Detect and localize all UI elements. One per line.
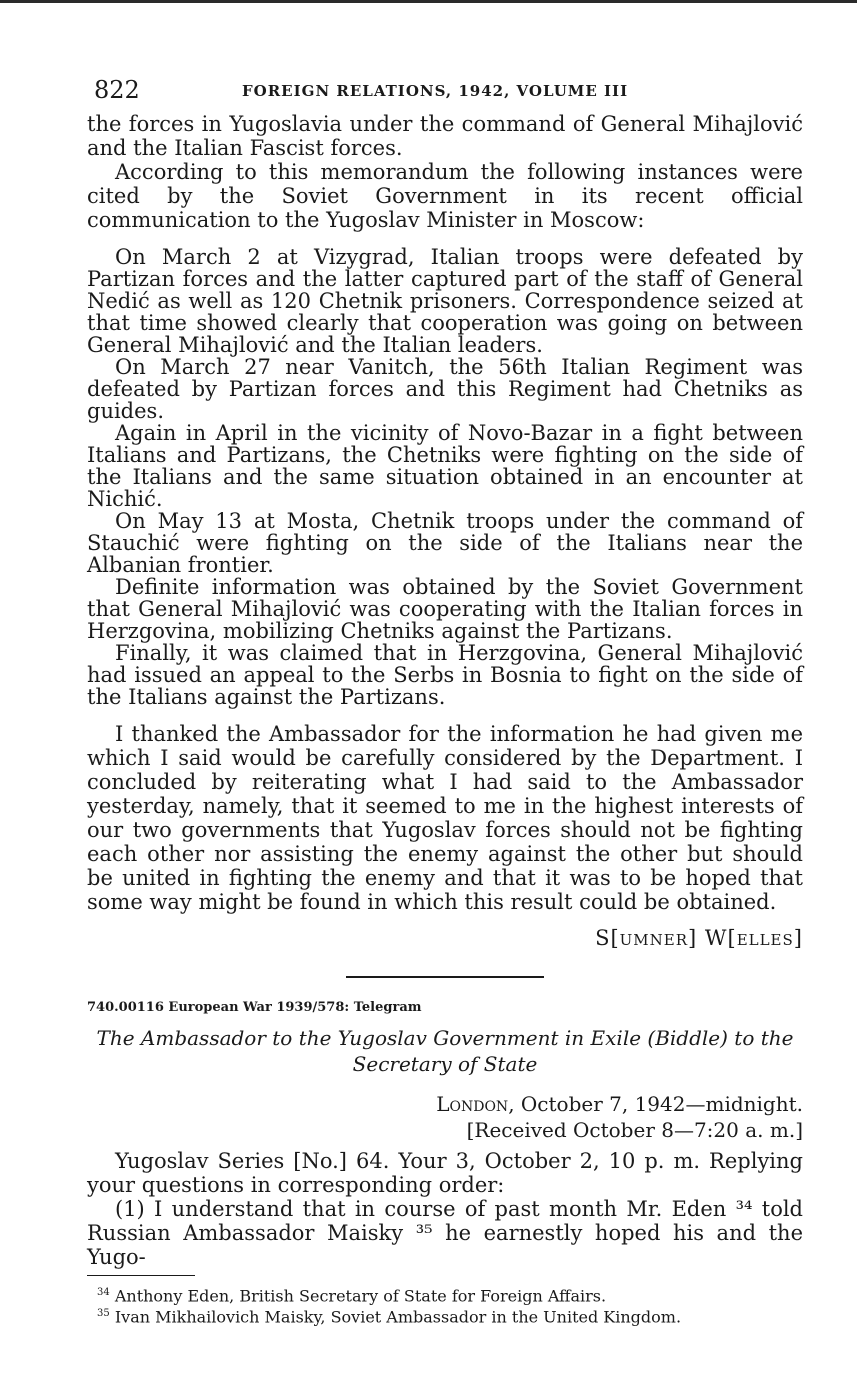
paragraph-continuation: the forces in Yugoslavia under the command of General Mihajlović and the Italian Fascist forces. — [87, 112, 803, 160]
quote-mosta: On May 13 at Mosta, Chetnik troops under the command of Stauchić were fighting on the side of the Italians near the Albanian frontier. — [87, 509, 803, 577]
received-line: [Received October 8—7:20 a. m.] — [466, 1118, 803, 1142]
footnote-rule — [87, 1275, 195, 1276]
quote-vanitch: On March 27 near Vanitch, the 56th Italian Regiment was defeated by Partizan forces and this Regiment had Chetniks as guides. — [87, 355, 803, 423]
footnote-35 — [87, 1305, 803, 1326]
footnote-text: Anthony Eden, British Secretary of State for Foreign Affairs. — [114, 1286, 607, 1306]
quote-novo-bazar: Again in April in the vicinity of Novo-Bazar in a fight between Italians and Partizans, the Chetniks were fighting on the side of the Italians and the same situation obtained in an encounter at Nichić. — [87, 421, 803, 511]
signature: S[umner] W[elles] — [595, 926, 803, 950]
document-page — [87, 72, 803, 1327]
quote-appeal: Finally, it was claimed that in Herzgovina, General Mihajlović had issued an appeal to the Serbs in Bosnia to fight on the side of the Italians against the Partizans. — [87, 641, 803, 709]
top-border-line — [0, 0, 857, 3]
paragraph-thanks: I thanked the Ambassador for the information he had given me which I said would be carefully considered by the Department. I concluded by reiterating what I had said to the Ambassador yesterday, namely, that it seemed to me in the highest interests of our two governments that Yugoslav forces should not be fighting each other nor assisting the enemy against the other but should be united in fighting the enemy and that it was to be hoped that some way might be found in which this result could be obtained. — [87, 722, 803, 914]
page-header — [87, 72, 803, 112]
paragraph-memorandum: According to this memorandum the following instances were cited by the Soviet Government in its recent official communication to the Yugoslav Minister in Moscow: — [87, 160, 803, 232]
paragraph-eden: (1) I understand that in course of past month Mr. Eden ³⁴ told Russian Ambassador Maisky ³⁵ he earnestly hoped his and the Yugo- — [87, 1197, 803, 1269]
page-number: 822 — [94, 76, 140, 104]
paragraph-yugoslav-series: Yugoslav Series [No.] 64. Your 3, October 2, 10 p. m. Replying your questions in corresponding order: — [87, 1149, 803, 1197]
quote-herzgovina-info: Definite information was obtained by the Soviet Government that General Mihajlović was cooperating with the Italian forces in Herzgovina, mobilizing Chetniks against the Partizans. — [87, 575, 803, 643]
running-title: FOREIGN RELATIONS, 1942, VOLUME III — [242, 82, 629, 100]
footnote-text: Ivan Mikhailovich Maisky, Soviet Ambassador in the United Kingdom. — [114, 1307, 682, 1327]
section-divider — [346, 976, 544, 978]
document-heading: The Ambassador to the Yugoslav Government in Exile (Biddle) to the Secretary of State — [96, 1026, 794, 1076]
quote-vizygrad: On March 2 at Vizygrad, Italian troops were defeated by Partizan forces and the latter captured part of the staff of General Nedić as well as 120 Chetnik prisoners. Correspondence seized at that time showed clearly that cooperation was going on between General Mihajlović and the Italian leaders. — [87, 245, 803, 357]
file-reference: 740.00116 European War 1939/578: Telegram — [87, 1000, 422, 1015]
dateline: London, October 7, 1942—midnight. — [436, 1092, 803, 1116]
footnote-34 — [87, 1284, 803, 1305]
footnote-mark: 34 — [97, 1287, 110, 1298]
footnote-mark: 35 — [97, 1308, 110, 1320]
